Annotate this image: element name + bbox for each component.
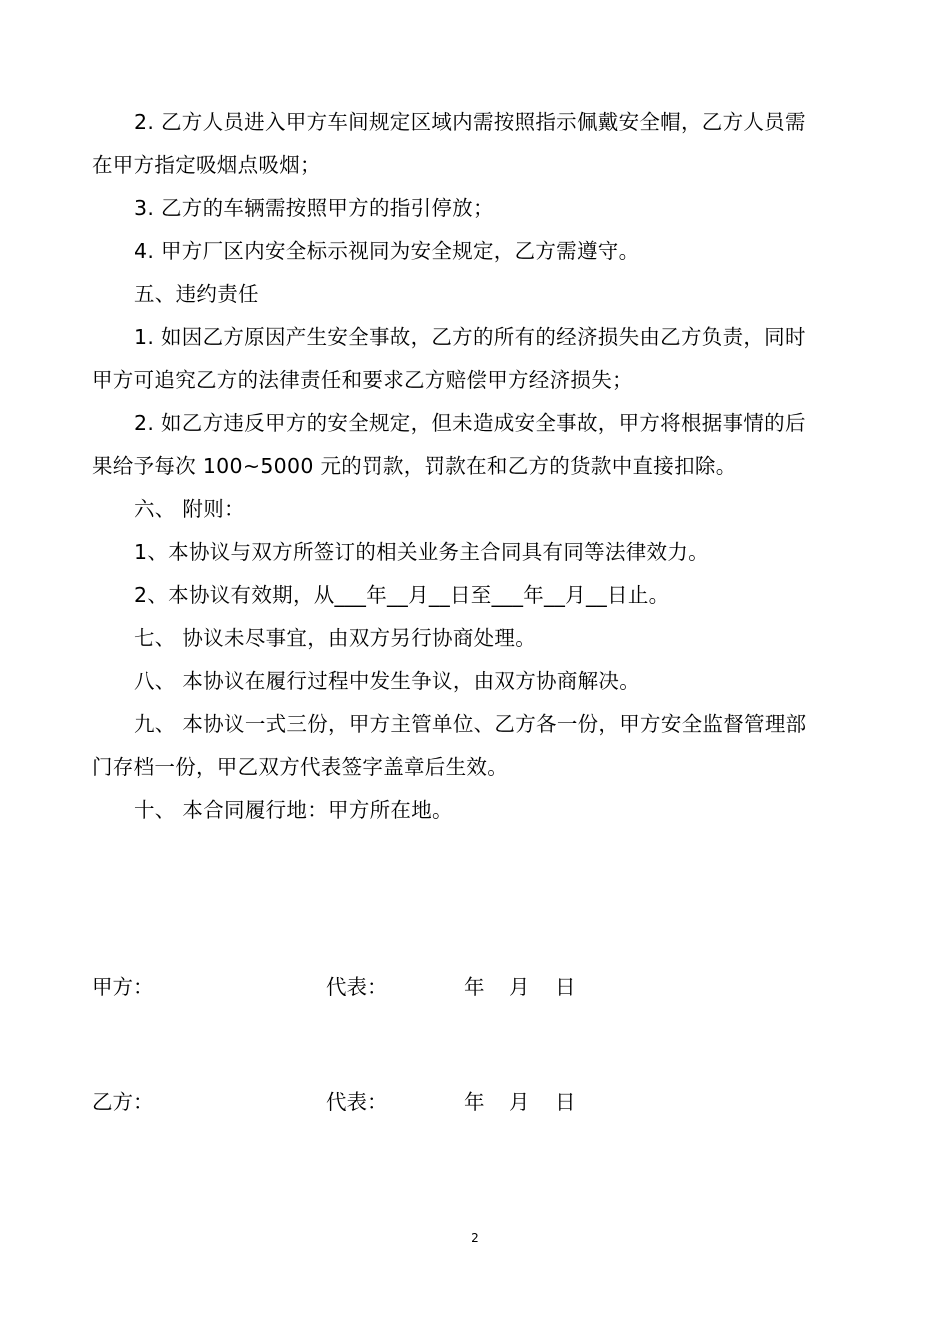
clause-6-1: 1、本协议与双方所签订的相关业务主合同具有同等法律效力。 [134,540,709,564]
party-b-day-label: 日 [555,1090,576,1114]
page-number: 2 [471,1231,479,1245]
section-8: 八、 本协议在履行过程中发生争议，由双方协商解决。 [134,669,641,693]
party-b-representative-label: 代表： [326,1090,388,1114]
clause-5-2-line-2: 果给予每次 100~5000 元的罚款，罚款在和乙方的货款中直接扣除。 [92,454,737,478]
clause-5-1-line-2: 甲方可追究乙方的法律责任和要求乙方赔偿甲方经济损失； [92,368,633,392]
section-9-line-2: 门存档一份，甲乙双方代表签字盖章后生效。 [92,755,508,779]
clause-5-1-line-1: 1. 如因乙方原因产生安全事故，乙方的所有的经济损失由乙方负责，同时 [134,325,806,349]
clause-4-3: 3. 乙方的车辆需按照甲方的指引停放； [134,196,494,220]
section-10: 十、 本合同履行地：甲方所在地。 [134,798,453,822]
party-a-day-label: 日 [555,975,576,999]
section-5-heading: 五、违约责任 [134,282,259,306]
party-a-representative-label: 代表： [326,975,388,999]
clause-4-4: 4. 甲方厂区内安全标示视同为安全规定，乙方需遵守。 [134,239,640,263]
clause-5-2-line-1: 2. 如乙方违反甲方的安全规定，但未造成安全事故，甲方将根据事情的后 [134,411,806,435]
section-9-line-1: 九、 本协议一式三份，甲方主管单位、乙方各一份，甲方安全监督管理部 [134,712,807,736]
clause-4-2-line-2: 在甲方指定吸烟点吸烟； [92,153,321,177]
party-a-month-label: 月 [509,975,530,999]
clause-4-2-line-1: 2. 乙方人员进入甲方车间规定区域内需按照指示佩戴安全帽，乙方人员需 [134,110,806,134]
party-b-label: 乙方： [92,1090,154,1114]
party-b-month-label: 月 [509,1090,530,1114]
party-a-label: 甲方： [92,975,154,999]
section-6-heading: 六、 附则： [134,497,245,521]
party-a-year-label: 年 [464,975,485,999]
section-7: 七、 协议未尽事宜，由双方另行协商处理。 [134,626,537,650]
party-b-year-label: 年 [464,1090,485,1114]
clause-6-2: 2、本协议有效期，从___年__月__日至___年__月__日止。 [134,583,670,607]
